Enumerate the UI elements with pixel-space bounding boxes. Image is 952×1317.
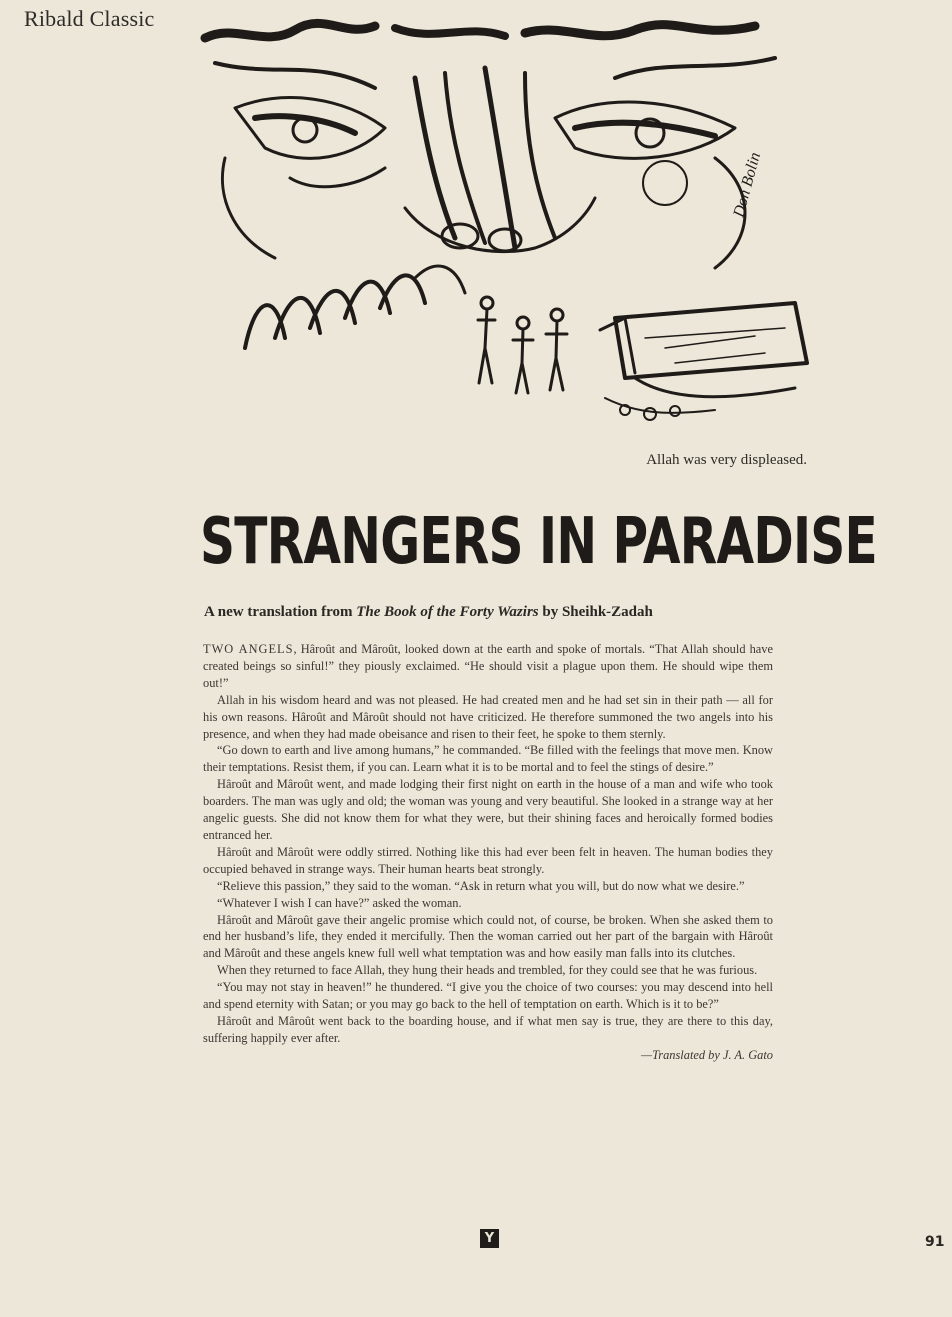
paragraph: “Whatever I wish I can have?” asked the woman.	[217, 895, 462, 910]
article-headline: STRANGERS IN PARADISE	[200, 505, 878, 579]
paragraph: “You may not stay in heaven!” he thundered. “I give you the choice of two courses: you may descend into hell and spend eternity with Satan; or you may go back to the hell of temptation on earth. Which is it to be?”	[203, 980, 773, 1012]
article-body	[203, 641, 773, 1064]
paragraph: Hâroût and Mâroût went, and made lodging their first night on earth in the house of a man and wife who took boarders. The man was ugly and old; the woman was young and very beautiful. She looked in a strange way at her angelic guests. She did not know them for what they were, but their shining faces and heroically formed bodies entranced her.	[203, 777, 773, 842]
ink-illustration	[195, 18, 815, 433]
translator-credit: —Translated by J. A. Gato	[641, 1047, 773, 1062]
subhead-book-title: The Book of the Forty Wazirs	[356, 604, 539, 620]
paragraph: “Go down to earth and live among humans,” he commanded. “Be filled with the feelings that move men. Know their temptations. Resist them, if you can. Learn what it is to be mortal and to feel the stings of desire.”	[203, 743, 773, 775]
subhead-prefix: A new translation from	[204, 604, 353, 620]
paragraph: When they returned to face Allah, they hung their heads and trembled, for they could see that he was furious.	[217, 963, 758, 978]
page-number: 91	[925, 1234, 945, 1250]
illustration-caption: Allah was very displeased.	[646, 452, 807, 468]
paragraph: TWO ANGELS, Hâroût and Mâroût, looked down at the earth and spoke of mortals. “That Allah should have created beings so sinful!” they piously exclaimed. “He should visit a plague upon them. He should wipe them out!”	[203, 642, 773, 690]
paragraph: Hâroût and Mâroût went back to the boarding house, and if what men say is true, they are there to this day, suffering happily ever after.	[203, 1013, 773, 1045]
section-label: Ribald Classic	[24, 6, 155, 31]
end-mark-icon: Y	[480, 1229, 499, 1248]
paragraph: Hâroût and Mâroût gave their angelic promise which could not, of course, be broken. When she asked them to end her husband’s life, they ended it mercifully. Then the woman carried out her part of the bargain with Hâroût and Mâroût and these angels knew full well what temptation was and how easily man falls into its clutches.	[203, 912, 773, 961]
subhead-author: by Sheihk-Zadah	[542, 604, 653, 620]
artist-signature: Don Bolin	[730, 150, 765, 220]
paragraph: Allah in his wisdom heard and was not pleased. He had created men and he had set sin in their path — all for his own reasons. Hâroût and Mâroût should not have criticized. He therefore summoned the two angels into his presence, and when they had made obeisance and risen to their feet, he spoke to them sternly.	[203, 692, 773, 741]
paragraph: Hâroût and Mâroût were oddly stirred. Nothing like this had ever been felt in heaven. The human bodies they occupied behaved in strange ways. Their human hearts beat strongly.	[203, 844, 773, 876]
paragraph: “Relieve this passion,” they said to the woman. “Ask in return what you will, but do now what we desire.”	[217, 878, 745, 893]
opening-words: TWO ANGELS	[203, 642, 294, 656]
article-subhead	[204, 604, 774, 621]
